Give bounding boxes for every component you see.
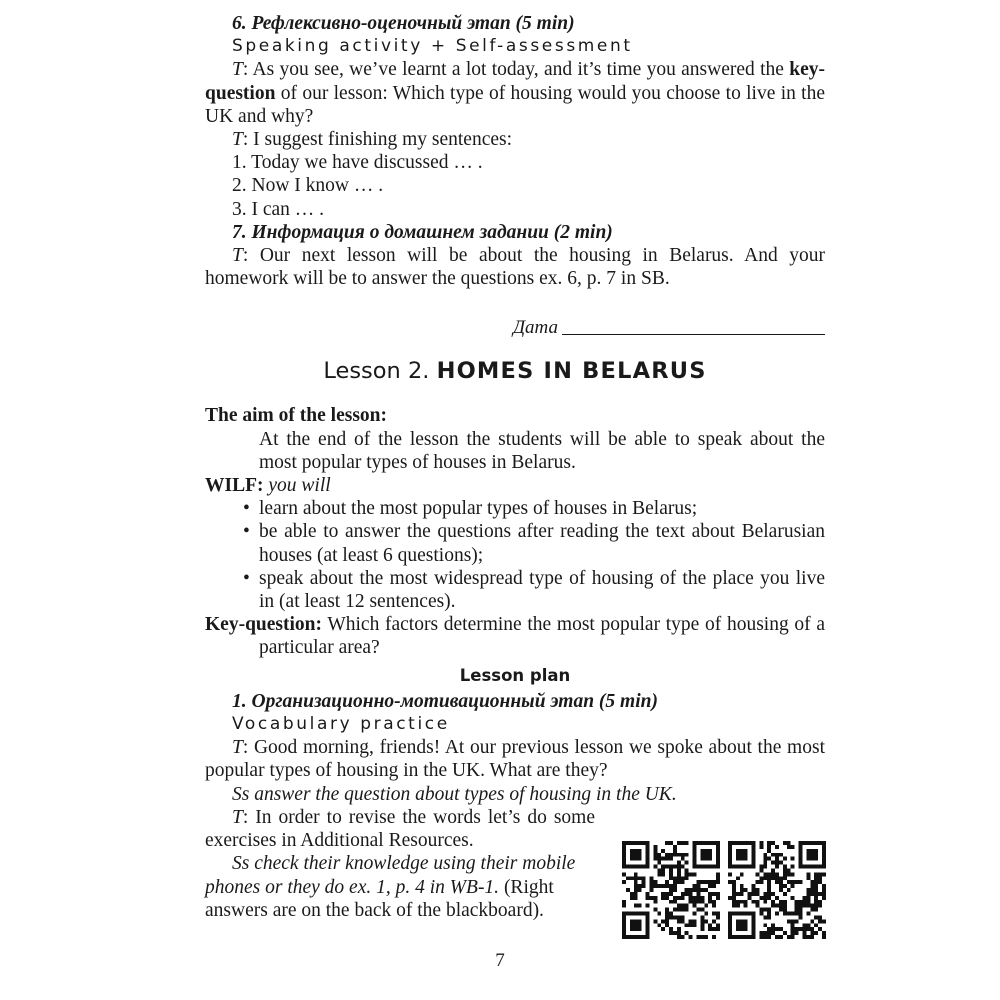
list-item	[205, 497, 825, 520]
text-span: (Right answers are on the back of the blackboard).	[205, 876, 554, 921]
page-number: 7	[495, 950, 505, 971]
list-item-text: be able to answer the questions after reading the text about Belarusian houses (at least 6 questions);	[259, 521, 825, 566]
text-span: : In order to revise the words let’s do some exercises in Additional Resources.	[205, 806, 595, 852]
text-span: : As you see, we’ve learnt a lot today, and it’s time you answered the	[242, 59, 790, 81]
bullet-icon: •	[243, 498, 250, 520]
stage1-activity: Vocabulary practice	[232, 714, 450, 735]
wilf-line	[205, 474, 825, 497]
lesson-plan-title: Lesson plan	[459, 665, 571, 685]
speaker-label: T	[232, 59, 243, 81]
bullet-icon: •	[243, 521, 250, 543]
list-item	[205, 520, 825, 566]
wilf-list	[205, 497, 825, 613]
qr-code-icon[interactable]	[622, 841, 720, 939]
stage6-paragraph-1	[205, 58, 825, 128]
key-question-text: Which factors determine the most popular type of housing of a particular area?	[259, 614, 825, 659]
text-span: : Good morning, friends! At our previous lesson we spoke about the most popular types of housing in the UK. What are they?	[205, 737, 825, 782]
qr-modules	[622, 841, 720, 939]
sentence-starter-3: 3. I can … .	[232, 198, 325, 220]
sentence-starter-1: 1. Today we have discussed … .	[232, 152, 483, 174]
stage1-heading: 1. Организационно-мотивационный этап (5 min)	[232, 690, 658, 712]
list-item-text: learn about the most popular types of houses in Belarus;	[259, 498, 698, 520]
lesson-title	[205, 356, 825, 386]
stage1-paragraph-4	[205, 852, 595, 922]
speaker-label: T	[232, 129, 243, 151]
text-span: Ss check their knowledge using their mobile phones or they do ex. 1, p. 4 in WB-1.	[205, 853, 576, 898]
lesson-name: HOMES IN BELARUS	[436, 358, 707, 385]
sentence-starter-2: 2. Now I know … .	[232, 175, 384, 197]
wilf-label: WILF:	[205, 475, 264, 497]
list-item	[205, 567, 825, 613]
stage7-heading: 7. Информация о домашнем задании (2 min)	[232, 221, 613, 243]
list-item-text: speak about the most widespread type of housing of the place you live in (at least 12 sentences).	[259, 567, 825, 613]
stage6-activity: Speaking activity + Self-assessment	[232, 36, 633, 57]
stage6-paragraph-2	[205, 128, 825, 151]
stage6-heading: 6. Рефлексивно-оценочный этап (5 min)	[232, 13, 575, 34]
text-span: of our lesson: Which type of housing would you choose to live in the UK and why?	[205, 82, 825, 127]
key-question-label: Key-question:	[205, 614, 322, 636]
page-content	[205, 12, 825, 922]
date-field	[205, 316, 825, 346]
key-question-term: key-question	[205, 59, 825, 104]
text-span: : I suggest finishing my sentences:	[242, 129, 513, 151]
speaker-label: T	[232, 245, 243, 267]
aim-text: At the end of the lesson the students will be able to speak about the most popular types of houses in Belarus.	[259, 428, 825, 473]
speaker-label: T	[232, 806, 243, 828]
key-question	[205, 613, 825, 659]
stage1-paragraph-3	[205, 806, 595, 852]
stage1-paragraph-2: Ss answer the question about types of housing in the UK.	[232, 783, 677, 805]
text-span: : Our next lesson will be about the housing in Belarus. And your homework will be to answer the questions ex. 6, p. 7 in SB.	[205, 245, 825, 290]
stage7-paragraph	[205, 244, 825, 290]
speaker-label: T	[232, 737, 243, 759]
bullet-icon: •	[243, 567, 250, 589]
aim-label: The aim of the lesson:	[205, 405, 387, 427]
qr-modules	[728, 841, 826, 939]
date-label: Дата	[512, 317, 558, 339]
stage1-paragraph-1	[205, 736, 825, 782]
wilf-sub: you will	[263, 475, 331, 497]
date-blank-line	[562, 334, 825, 335]
lesson-prefix: Lesson 2.	[323, 358, 437, 385]
qr-code-icon[interactable]	[728, 841, 826, 939]
